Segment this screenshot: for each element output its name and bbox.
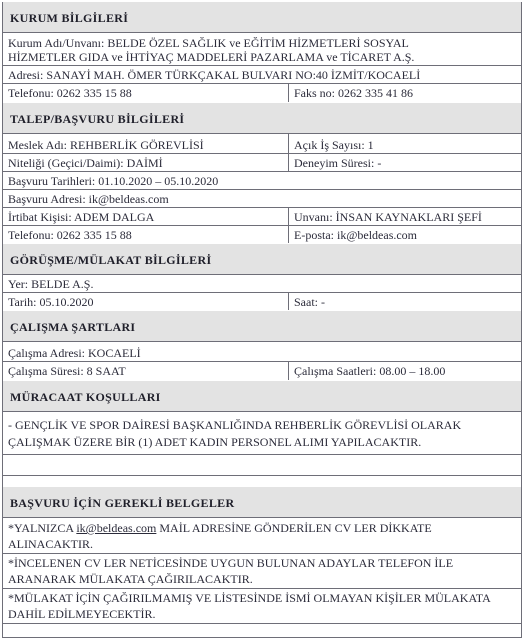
divider <box>2 517 522 518</box>
belge-1-rest: MAİL ADRESİNE GÖNDERİLEN CV LER DİKKATE <box>156 521 432 535</box>
divider <box>288 361 289 380</box>
calisma-saatleri: Çalışma Saatleri: 08.00 – 18.00 <box>294 364 446 378</box>
muracaat-line2: ÇALIŞMAK ÜZERE BİR (1) ADET KADIN PERSONEL ALIMI YAPILACAKTIR. <box>8 435 422 449</box>
divider <box>2 475 522 476</box>
belge-1-line1 <box>8 521 432 536</box>
section-header-talep: TALEP/BAŞVURU BİLGİLERİ <box>2 103 522 133</box>
divider <box>2 274 522 275</box>
kurum-faks: Faks no: 0262 335 41 86 <box>294 86 414 100</box>
mulakat-saat: Saat: - <box>294 295 325 309</box>
meslek-adi: Meslek Adı: REHBERLİK GÖREVLİSİ <box>8 138 204 152</box>
kurum-adi-line2: HİZMETLER GIDA ve İHTİYAÇ MADDELERİ PAZARLAMA ve TİCARET A.Ş. <box>8 50 415 64</box>
divider <box>2 207 522 208</box>
muracaat-line1: - GENÇLİK VE SPOR DAİRESİ BAŞKANLIĞINDA REHBERLİK GÖREVLİSİ OLARAK <box>8 418 462 432</box>
section-header-belgeler: BAŞVURU İÇİN GEREKLİ BELGELER <box>2 487 522 517</box>
divider <box>2 153 522 154</box>
divider <box>288 133 289 171</box>
talep-telefon: Telefonu: 0262 335 15 88 <box>8 228 132 242</box>
divider <box>2 361 522 362</box>
kurum-adres: Adresi: SANAYİ MAH. ÖMER TÜRKÇAKAL BULVARI NO:40 İZMİT/KOCAELİ <box>8 68 421 82</box>
divider <box>288 83 289 102</box>
divider <box>2 83 522 84</box>
section-header-muracaat: MÜRACAAT KOŞULLARI <box>2 381 522 411</box>
divider <box>288 292 289 310</box>
divider <box>2 623 522 624</box>
niteligi: Niteliği (Geçici/Daimi): DAİMİ <box>8 156 163 170</box>
belge-3-line1: *MÜLAKAT İÇİN ÇAĞIRILMAMIŞ VE LİSTESİNDE İSMİ OLMAYAN KİŞİLER MÜLAKATA <box>8 591 491 605</box>
section-header-gorusme: GÖRÜŞME/MÜLAKAT BİLGİLERİ <box>2 244 522 274</box>
kurum-adi-line1: Kurum Adı/Unvanı: BELDE ÖZEL SAĞLIK ve EĞİTİM HİZMETLERİ SOSYAL <box>8 36 409 50</box>
divider <box>2 588 522 589</box>
belge-3-line2: DAHİL EDİLMEYECEKTİR. <box>8 607 156 621</box>
belge-1-email-link[interactable]: ik@beldeas.com <box>76 521 157 535</box>
divider <box>2 637 522 638</box>
frame-right-border <box>521 2 522 638</box>
belge-2-line2: ARANARAK MÜLAKATA ÇAĞIRILACAKTIR. <box>8 572 253 586</box>
calisma-suresi: Çalışma Süresi: 8 SAAT <box>8 364 126 378</box>
belge-2-line1: *İNCELENEN CV LER NETİCESİNDE UYGUN BULUNAN ADAYLAR TELEFON İLE <box>8 556 454 570</box>
belge-1-prefix: *YALNIZCA <box>8 521 77 535</box>
divider <box>2 133 522 134</box>
calisma-adresi: Çalışma Adresi: KOCAELİ <box>8 346 141 360</box>
divider <box>2 553 522 554</box>
unvani: Unvanı: İNSAN KAYNAKLARI ŞEFİ <box>294 210 482 224</box>
deneyim-suresi: Deneyim Süresi: - <box>294 156 382 170</box>
basvuru-tarihleri: Başvuru Tarihleri: 01.10.2020 – 05.10.2020 <box>8 174 219 188</box>
divider <box>2 171 522 172</box>
section-header-kurum: KURUM BİLGİLERİ <box>2 2 522 32</box>
divider <box>2 32 522 33</box>
divider <box>2 65 522 66</box>
mulakat-tarih: Tarih: 05.10.2020 <box>8 295 94 309</box>
divider <box>2 411 522 412</box>
eposta: E-posta: ik@beldeas.com <box>294 228 418 242</box>
acik-is-sayisi: Açık İş Sayısı: 1 <box>294 138 374 152</box>
kurum-telefon: Telefonu: 0262 335 15 88 <box>8 86 132 100</box>
section-header-calisma: ÇALIŞMA ŞARTLARI <box>2 311 522 341</box>
divider <box>2 225 522 226</box>
divider <box>2 341 522 342</box>
mulakat-yer: Yer: BELDE A.Ş. <box>8 277 94 291</box>
basvuru-adresi: Başvuru Adresi: ik@beldeas.com <box>8 192 169 206</box>
irtibat-kisisi: İrtibat Kişisi: ADEM DALGA <box>8 210 155 224</box>
belge-1-line2: ALINACAKTIR. <box>8 537 93 551</box>
divider <box>2 189 522 190</box>
divider <box>2 292 522 293</box>
frame-left-border <box>2 2 3 638</box>
divider <box>2 454 522 455</box>
